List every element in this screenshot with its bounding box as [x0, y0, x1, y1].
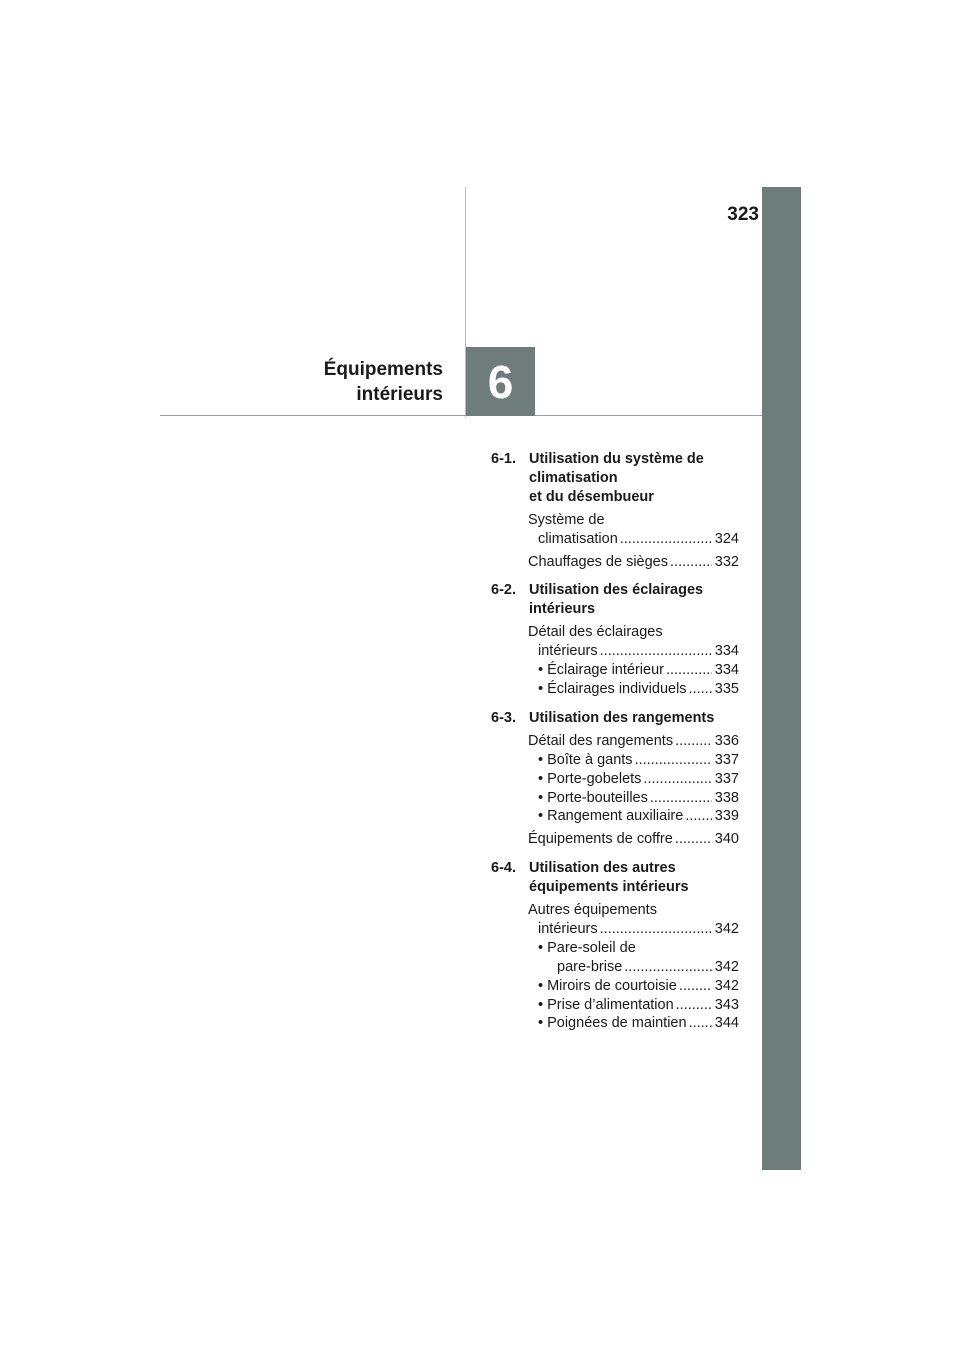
toc-entry-chauffages-sieges[interactable]: Chauffages de sièges ..... 332 — [528, 553, 739, 572]
toc-section-heading[interactable] — [491, 450, 739, 507]
page-number: 323 — [727, 204, 759, 225]
chapter-title-line2: intérieurs — [356, 384, 443, 405]
toc-section-6-1 — [491, 450, 739, 571]
chapter-title — [324, 357, 443, 407]
page-ref: 334 — [714, 643, 739, 660]
page-ref: 342 — [714, 977, 739, 994]
toc-section-6-4 — [491, 859, 739, 1033]
section-number: 6-4. — [491, 860, 516, 877]
chapter-number-box: 6 — [466, 347, 535, 416]
toc-subentry-prise-alimentation[interactable]: • Prise d’alimentation ..... 343 — [528, 996, 739, 1015]
page-ref: 334 — [714, 662, 739, 679]
toc-subentry-porte-gobelets[interactable]: • Porte-gobelets ..... 337 — [528, 770, 739, 789]
page-ref: 337 — [714, 770, 739, 787]
page-ref: 335 — [714, 680, 739, 697]
section-number: 6-1. — [491, 451, 516, 467]
toc-section-6-2 — [491, 581, 739, 698]
toc-subentry-porte-bouteilles[interactable]: • Porte-bouteilles ..... 338 — [528, 789, 739, 808]
toc-section-heading[interactable] — [491, 581, 739, 619]
section-title: Utilisation des autres équipements intérieurs — [529, 860, 689, 896]
page-ref: 342 — [714, 920, 739, 937]
section-title: Utilisation du système de climatisation et du désembueur — [529, 451, 704, 505]
table-of-contents — [491, 450, 739, 1043]
toc-subentry-poignees-maintien[interactable]: • Poignées de maintien ..... 344 — [528, 1014, 739, 1033]
page-ref: 324 — [714, 530, 739, 547]
toc-entry-climatisation[interactable]: Système de climatisation ..... 324 — [528, 511, 739, 549]
page-ref: 338 — [714, 789, 739, 806]
toc-section-heading[interactable] — [491, 859, 739, 897]
chapter-title-line1: Équipements — [323, 359, 443, 380]
toc-entry-detail-rangements[interactable]: Détail des rangements ..... 336 • Boîte à gants ..... 337 • Porte-gobelets ..... 337 • Porte-bouteilles ..... 338 • Rangement auxiliaire ..... 339 — [528, 732, 739, 827]
chapter-side-tab — [762, 187, 801, 1170]
horizontal-divider — [160, 415, 762, 416]
page-ref: 340 — [714, 831, 739, 848]
toc-subentry-pare-soleil[interactable]: • Pare-soleil de pare-brise ..... 342 — [528, 939, 739, 977]
toc-subentry-boite-a-gants[interactable]: • Boîte à gants ..... 337 — [528, 751, 739, 770]
section-number: 6-3. — [491, 709, 516, 726]
toc-subentry-eclairage-interieur[interactable]: • Éclairage intérieur ..... 334 — [528, 661, 739, 680]
section-number: 6-2. — [491, 582, 516, 599]
toc-entry-detail-eclairages[interactable]: Détail des éclairages intérieurs ..... 334 • Éclairage intérieur ..... 334 • Éclairages individuels ..... 335 — [528, 623, 739, 699]
section-title: Utilisation des éclairages intérieurs — [529, 582, 704, 618]
page-ref: 332 — [714, 553, 739, 570]
page-ref: 339 — [714, 808, 739, 825]
toc-section-6-3 — [491, 709, 739, 849]
page-ref: 344 — [714, 1015, 739, 1032]
toc-entry-autres-equipements[interactable]: Autres équipements intérieurs ..... 342 • Pare-soleil de pare-brise ..... 342 • Miroirs de courtoisie ..... 342 • Prise d’alimentation ..... 343 • Poignées de maintien ..... 344 — [528, 901, 739, 1033]
page-ref: 343 — [714, 996, 739, 1013]
toc-section-heading[interactable] — [491, 709, 739, 728]
toc-subentry-eclairages-individuels[interactable]: • Éclairages individuels ..... 335 — [528, 680, 739, 699]
page-ref: 342 — [714, 958, 739, 975]
page-ref: 337 — [714, 751, 739, 768]
section-title: Utilisation des rangements — [529, 709, 715, 726]
toc-entry-equipements-coffre[interactable]: Équipements de coffre ..... 340 — [528, 830, 739, 849]
page-ref: 336 — [714, 732, 739, 749]
toc-subentry-rangement-auxiliaire[interactable]: • Rangement auxiliaire ..... 339 — [528, 807, 739, 826]
toc-subentry-miroirs-courtoisie[interactable]: • Miroirs de courtoisie ..... 342 — [528, 977, 739, 996]
